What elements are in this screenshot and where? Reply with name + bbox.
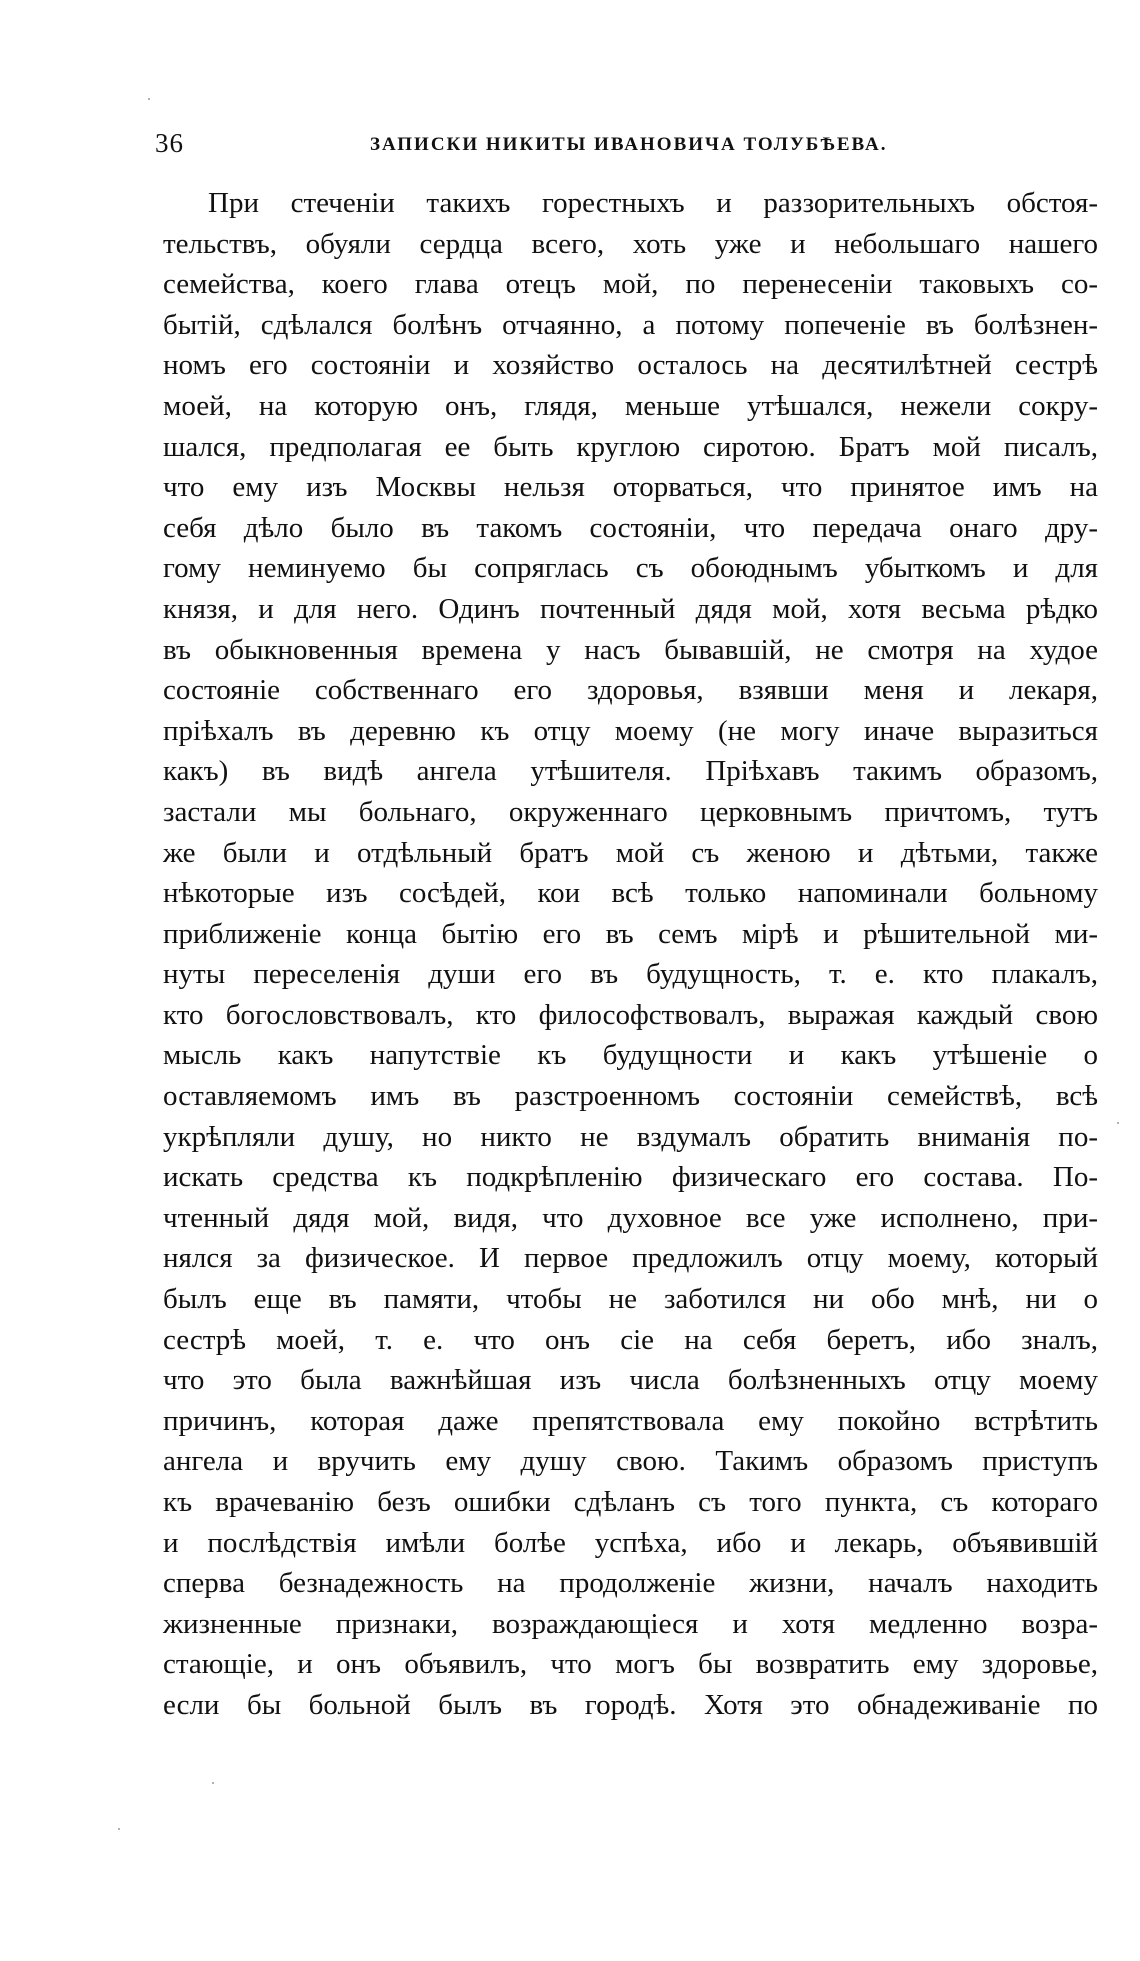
text-line: семейства, коего глава отецъ мой, по перенесеніи таковыхъ со- [163, 268, 1098, 301]
text-line: нѣкоторые изъ сосѣдей, кои всѣ только напоминали больному [163, 877, 1098, 910]
running-title: ЗАПИСКИ НИКИТЫ ИВАНОВИЧА ТОЛУБѢЕВА. [370, 134, 888, 155]
page-number: 36 [155, 128, 184, 158]
text-line: укрѣпляли душу, но никто не вздумалъ обратить вниманія по- [163, 1120, 1098, 1153]
text-line: къ врачеванію безъ ошибки сдѣланъ съ того пункта, съ котораго [163, 1486, 1098, 1518]
text-line: нуты переселенія души его въ будущность, т. е. кто плакалъ, [163, 958, 1098, 991]
text-line: какъ) въ видѣ ангела утѣшителя. Пріѣхавъ такимъ образомъ, [163, 755, 1098, 788]
text-line: нялся за физическое. И первое предложилъ отцу моему, который [163, 1242, 1098, 1275]
text-line: тельствъ, обуяли сердца всего, хоть уже и небольшаго нашего [163, 227, 1098, 260]
text-line: и послѣдствія имѣли болѣе успѣха, ибо и лекарь, объявившій [163, 1526, 1098, 1559]
text-line: искать средства къ подкрѣпленію физическаго его состава. По- [163, 1161, 1098, 1194]
text-line: шался, предполагая ее быть круглою сиротою. Братъ мой писалъ, [163, 430, 1098, 463]
paper-speck [118, 1828, 120, 1830]
text-line: что ему изъ Москвы нельзя оторваться, что принятое имъ на [163, 471, 1098, 504]
text-line: ангела и вручить ему душу свою. Такимъ образомъ приступъ [163, 1445, 1098, 1478]
text-line: состояніе собственнаго его здоровья, взявши меня и лекаря, [163, 674, 1098, 707]
text-line: номъ его состояніи и хозяйство осталось на десятилѣтней сестрѣ [163, 349, 1098, 382]
text-line: въ обыкновенныя времена у насъ бывавшій, не смотря на худое [163, 633, 1098, 666]
text-line: жизненные признаки, возраждающіеся и хотя медленно возра- [163, 1607, 1098, 1640]
text-line: причинъ, которая даже препятствовала ему покойно встрѣтить [163, 1404, 1098, 1437]
text-line: если бы больной былъ въ городѣ. Хотя это обнадеживаніе по [163, 1688, 1098, 1721]
running-head [155, 128, 1095, 168]
text-line: же были и отдѣльный братъ мой съ женою и дѣтьми, также [163, 836, 1098, 869]
paper-speck [212, 1782, 214, 1784]
text-line: что это была важнѣйшая изъ числа болѣзненныхъ отцу моему [163, 1364, 1098, 1397]
text-line: моей, на которую онъ, глядя, меньше утѣшался, нежели сокру- [163, 389, 1098, 422]
text-line: застали мы больнаго, окруженнаго церковнымъ причтомъ, тутъ [163, 795, 1098, 828]
text-line: князя, и для него. Одинъ почтенный дядя мой, хотя весьма рѣдко [163, 592, 1098, 625]
text-line: сперва безнадежность на продолженіе жизни, началъ находить [163, 1567, 1098, 1600]
text-line: мысль какъ напутствіе къ будущности и какъ утѣшеніе о [163, 1039, 1098, 1072]
text-line: себя дѣло было въ такомъ состояніи, что передача онаго дру- [163, 511, 1098, 544]
text-line: бытій, сдѣлался болѣнъ отчаянно, а потому попеченіе въ болѣзнен- [163, 308, 1098, 341]
body-text [163, 183, 1098, 1726]
text-line: При стеченіи такихъ горестныхъ и раззорительныхъ обстоя- [208, 187, 1098, 219]
paper-speck [148, 98, 150, 100]
text-line: приближеніе конца бытію его въ семъ мірѣ и рѣшительной ми- [163, 917, 1098, 950]
paper-speck [1117, 1122, 1119, 1124]
text-line: пріѣхалъ въ деревню къ отцу моему (не могу иначе выразиться [163, 714, 1098, 747]
text-line: стающіе, и онъ объявилъ, что могъ бы возвратить ему здоровье, [163, 1648, 1098, 1681]
text-line: чтенный дядя мой, видя, что духовное все уже исполнено, при- [163, 1201, 1098, 1234]
text-line: гому неминуемо бы сопряглась съ обоюднымъ убыткомъ и для [163, 552, 1098, 585]
text-line: сестрѣ моей, т. е. что онъ сіе на себя беретъ, ибо зналъ, [163, 1323, 1098, 1356]
text-line: оставляемомъ имъ въ разстроенномъ состояніи семействѣ, всѣ [163, 1080, 1098, 1113]
text-line: былъ еще въ памяти, чтобы не заботился ни обо мнѣ, ни о [163, 1283, 1098, 1316]
text-line: кто богословствовалъ, кто философствовалъ, выражая каждый свою [163, 998, 1098, 1031]
